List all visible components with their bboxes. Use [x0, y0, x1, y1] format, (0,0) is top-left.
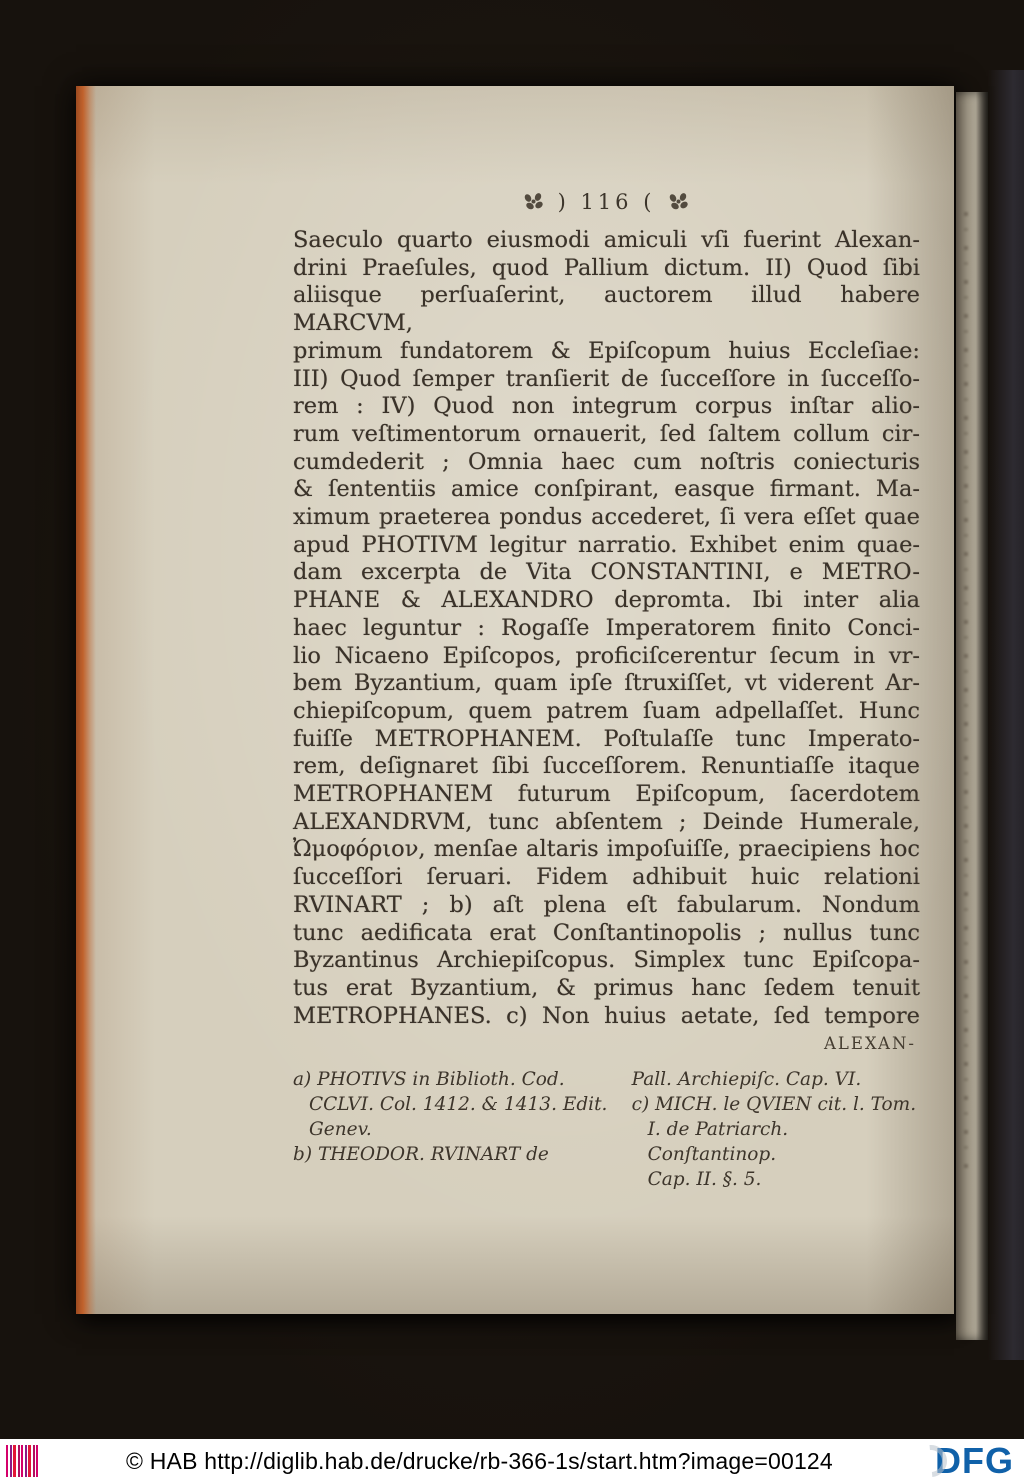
page-header [293, 190, 920, 214]
page-fore-edge [76, 86, 96, 1314]
body-line: rum veſtimentorum ornauerit, ſed ſaltem collum cir- [293, 420, 920, 447]
body-line: fuiſſe METROPHANEM. Poſtulaſſe tunc Imperato- [293, 725, 920, 752]
body-line: ximum praeterea pondus accederet, ſi vera eſſet quae [293, 504, 920, 531]
footnotes [293, 1067, 920, 1192]
body-line: Byzantinus Archiepiſcopus. Simplex tunc Epiſcopa- [293, 947, 920, 974]
body-line: ſucceſſori ſeruari. Fidem adhibuit huic relationi [293, 864, 920, 891]
dfg-logo-text: DFG [935, 1440, 1014, 1481]
copyright-url: © HAB http://diglib.hab.de/drucke/rb-366-1s/start.htm?image=00124 [126, 1447, 833, 1474]
fleuron-ornament-icon [667, 192, 691, 212]
body-line: drini Praeſules, quod Pallium dictum. II) Quod ſibi [293, 254, 920, 281]
hab-barcode-logo [6, 1445, 40, 1477]
catchword: ALEXAN- [823, 1034, 916, 1054]
body-line: tunc aedificata erat Conſtantinopolis ; nullus tunc [293, 919, 920, 946]
body-line: Saeculo quarto eiusmodi amiculi vſi fuerint Alexan- [293, 227, 920, 253]
scanner-bed-edge [988, 70, 1024, 1360]
fleuron-ornament-icon [522, 192, 546, 212]
footnote-line: Pall. Archiepiſc. Cap. VI. [631, 1069, 862, 1091]
body-line: haec leguntur : Rogaſſe Imperatorem finito Conci- [293, 614, 920, 641]
body-line: primum fundatorem & Epiſcopum huius Eccleſiae: [293, 337, 920, 364]
body-line: ALEXANDRVM, tunc abſentem ; Deinde Humerale, [293, 808, 920, 835]
page-number: ) 116 ( [557, 190, 656, 214]
footnote-line: a) PHOTIVS in Biblioth. Cod. [293, 1069, 565, 1091]
adjacent-page-edge [956, 92, 988, 1340]
body-line: tus erat Byzantium, & primus hanc ſedem tenuit [293, 974, 920, 1001]
footnote-line: b) THEODOR. RVINART de [293, 1144, 549, 1166]
dfg-logo [915, 1440, 1014, 1482]
body-line: III) Quod ſemper tranſierit de ſucceſſore in ſucceſſo- [293, 365, 920, 392]
footnote-line: CCLVI. Col. 1412. & 1413. Edit. [309, 1094, 608, 1116]
body-line: rem : IV) Quod non integrum corpus inſtar alio- [293, 393, 920, 420]
body-line: PHANE & ALEXANDRO depromta. Ibi inter alia [293, 587, 920, 614]
body-line: & ſententiis amice conſpirant, easque firmant. Ma- [293, 476, 920, 503]
footnote-column-right [632, 1067, 920, 1192]
footer-bar [0, 1439, 1024, 1483]
body-line: rem, deſignaret ſibi ſucceſſorem. Renuntiaſſe itaque [293, 753, 920, 780]
body-text [293, 227, 920, 1030]
body-line: RVINART ; b) aſt plena eſt fabularum. Nondum [293, 891, 920, 918]
body-line: METROPHANEM futurum Epiſcopum, ſacerdotem [293, 781, 920, 808]
footnote-line: Genev. [309, 1119, 372, 1141]
body-line: aliisque perſuaſerint, auctorem illud habere MARCVM, [293, 282, 920, 337]
body-line: apud PHOTIVM legitur narratio. Exhibet enim quae- [293, 531, 920, 558]
book-page [76, 86, 954, 1314]
body-line: bem Byzantium, quam ipſe ſtruxiſſet, vt viderent Ar- [293, 670, 920, 697]
footnote-line: I. de Patriarch. Conſtantinop. [647, 1119, 789, 1166]
body-line: lio Nicaeno Epiſcopos, proficiſcerentur ſecum in vr- [293, 642, 920, 669]
body-line: dam excerpta de Vita CONSTANTINI, e METRO- [293, 559, 920, 586]
footnote-column-left [293, 1067, 632, 1192]
text-block [293, 86, 920, 1192]
body-line: cumdederit ; Omnia haec cum noſtris coniecturis [293, 448, 920, 475]
body-line: METROPHANES. c) Non huius aetate, ſed tempore [293, 1002, 920, 1029]
body-line: Ὠμοφόριον, menſae altaris impoſuiſſe, praecipiens hoc [293, 836, 920, 863]
footnote-line: c) MICH. le QVIEN cit. l. Tom. [631, 1094, 917, 1116]
body-line: chiepiſcopum, quem patrem ſuam adpellaſſet. Hunc [293, 697, 920, 724]
footnote-line: Cap. II. §. 5. [647, 1169, 762, 1191]
